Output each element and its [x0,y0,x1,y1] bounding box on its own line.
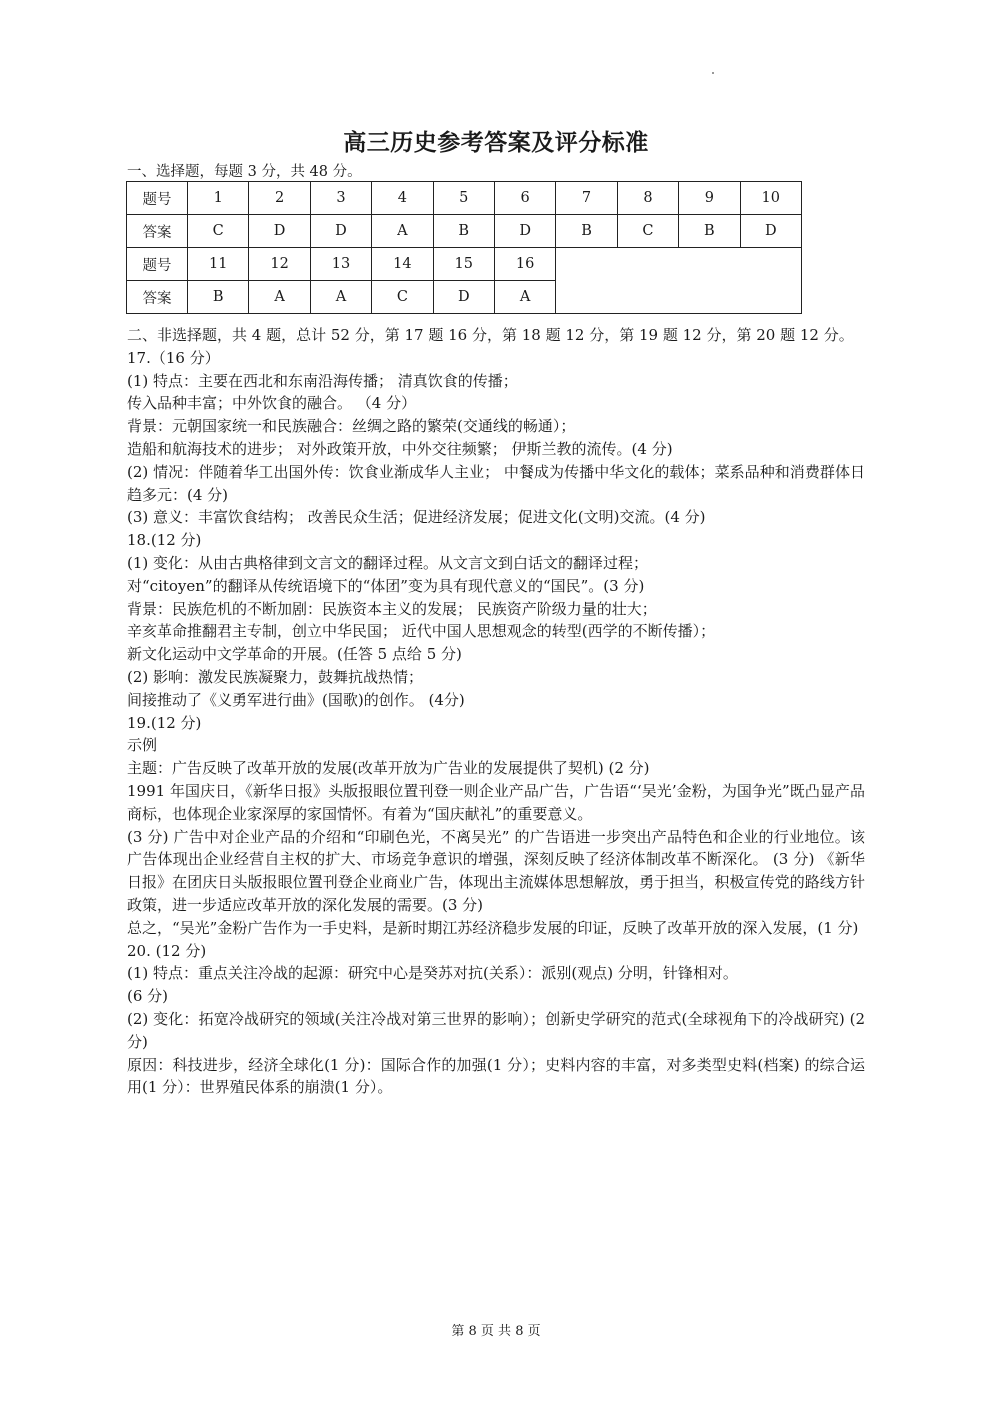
table-cell: C [188,215,249,248]
table-cell: 7 [556,182,617,215]
table-cell: D [310,215,371,248]
text-line: 造船和航海技术的进步； 对外政策开放，中外交往频繁； 伊斯兰教的流传。(4 分) [127,439,673,458]
table-cell: 15 [433,248,494,281]
table-cell: D [494,215,555,248]
page-title: 高三历史参考答案及评分标准 [343,130,649,156]
table-row [127,215,802,248]
text-line: 18.(12 分) [127,531,202,550]
text-line: 原因：科技进步，经济全球化(1 分)：国际合作的加强(1 分）；史料内容的丰富，对多类型史料(档案) 的综合运用(1 分）：世界殖民体系的崩溃(1 分）。 [127,1055,865,1097]
table-blank-cell [556,248,802,314]
speck [712,72,714,74]
table-cell: A [494,281,555,314]
table-cell: 答案 [127,281,188,314]
text-line: 1991 年国庆日，《新华日报》头版报眼位置刊登一则企业产品广告，广告语“‘吴光’金粉，为国争光”既凸显产品商标，也体现企业家深厚的家国情怀。有着为“国庆献礼”的重要意义。 [127,781,865,823]
table-cell: 13 [310,248,371,281]
table-cell: 题号 [127,248,188,281]
text-line: 20. (12 分) [127,941,207,960]
text-line: (2) 变化：拓宽冷战研究的领域(关注冷战对第三世界的影响）；创新史学研究的范式(全球视角下的冷战研究) (2 分) [127,1009,865,1051]
text-line: (6 分) [127,987,169,1006]
text-line: 主题：广告反映了改革开放的发展(改革开放为广告业的发展提供了契机) (2 分) [127,759,650,778]
section-heading-choice: 一、选择题，每题 3 分，共 48 分。 [127,164,362,180]
table-cell: 9 [679,182,740,215]
table-cell: 3 [310,182,371,215]
table-cell: A [372,215,433,248]
text-line: 辛亥革命推翻君主专制，创立中华民国； 近代中国人思想观念的转型(西学的不断传播）； [127,622,716,641]
table-cell: B [679,215,740,248]
text-line: (2) 情况：伴随着华工出国外传：饮食业渐成华人主业； 中餐成为传播中华文化的载体；菜系品种和消费群体日趋多元：(4 分) [127,462,865,504]
text-line: (1) 变化：从由古典格律到文言文的翻译过程。从文言文到白话文的翻译过程； [127,553,649,572]
text-line: (1) 特点：重点关注冷战的起源：研究中心是癸苏对抗(关系）：派别(观点) 分明，针锋相对。 [127,964,738,983]
answer-table [126,181,802,314]
text-line: 新文化运动中文学革命的开展。(任答 5 点给 5 分) [127,645,462,664]
table-cell: 14 [372,248,433,281]
table-cell: B [433,215,494,248]
table-cell: 8 [617,182,678,215]
table-cell: B [188,281,249,314]
text-line: 二、非选择题，共 4 题，总计 52 分，第 17 题 16 分，第 18 题 12 分，第 19 题 12 分，第 20 题 12 分。 [127,326,854,344]
table-cell: 16 [494,248,555,281]
table-cell: 5 [433,182,494,215]
table-row [127,248,802,281]
table-cell: D [249,215,310,248]
table-cell: C [372,281,433,314]
text-line: 总之，“吴光”金粉广告作为一手史料，是新时期江苏经济稳步发展的印证，反映了改革开放的深入发展，(1 分) [127,918,859,937]
answer-body [127,324,865,1099]
text-line: (1) 特点：主要在西北和东南沿海传播； 清真饮食的传播； [127,371,518,390]
table-cell: 6 [494,182,555,215]
text-line: 传入品种丰富；中外饮食的融合。 （4 分） [127,394,417,413]
text-line: (3) 意义：丰富饮食结构； 改善民众生活；促进经济发展；促进文化(文明)交流。(4 分) [127,508,706,527]
table-cell: C [617,215,678,248]
text-line: (3 分) 广告中对企业产品的介绍和“印刷色光，不离吴光” 的广告语进一步突出产品特色和企业的行业地位。该广告体现出企业经营自主权的扩大、市场竞争意识的增强，深刻反映了经济体制改革不断深化。 (3 分) 《新华日报》在团庆日头版报眼位置刊登企业商业广告，体现出主流媒体思想解放，勇于担当，积极宣传党的路线方针政策，进一步适应改革开放的深化发展的需要。(3 分) [127,827,865,914]
table-cell: 12 [249,248,310,281]
table-cell: D [740,215,801,248]
text-line: 间接推动了《义勇军进行曲》(国歌)的创作。 (4分) [127,690,465,709]
table-row [127,182,802,215]
text-line: (2) 影响：激发民族凝聚力，鼓舞抗战热情； [127,667,424,686]
text-line: 19.(12 分) [127,713,202,732]
table-cell: 答案 [127,215,188,248]
table-cell: 题号 [127,182,188,215]
text-line: 示例 [127,736,158,755]
table-cell: B [556,215,617,248]
table-cell: 4 [372,182,433,215]
table-cell: 2 [249,182,310,215]
table-cell: 1 [188,182,249,215]
table-cell: A [249,281,310,314]
table-cell: A [310,281,371,314]
page-footer: 第 8 页 共 8 页 [451,1324,541,1339]
table-cell: 10 [740,182,801,215]
table-cell: 11 [188,248,249,281]
text-line: 对“citoyen”的翻译从传统语境下的“体团”变为具有现代意义的“国民”。(3 分) [127,576,645,595]
text-line: 背景：元朝国家统一和民族融合：丝绸之路的繁荣(交通线的畅通）； [127,417,576,436]
table-cell: D [433,281,494,314]
text-line: 背景：民族危机的不断加剧：民族资本主义的发展； 民族资产阶级力量的壮大； [127,599,657,618]
text-line: 17.（16 分） [127,348,220,367]
